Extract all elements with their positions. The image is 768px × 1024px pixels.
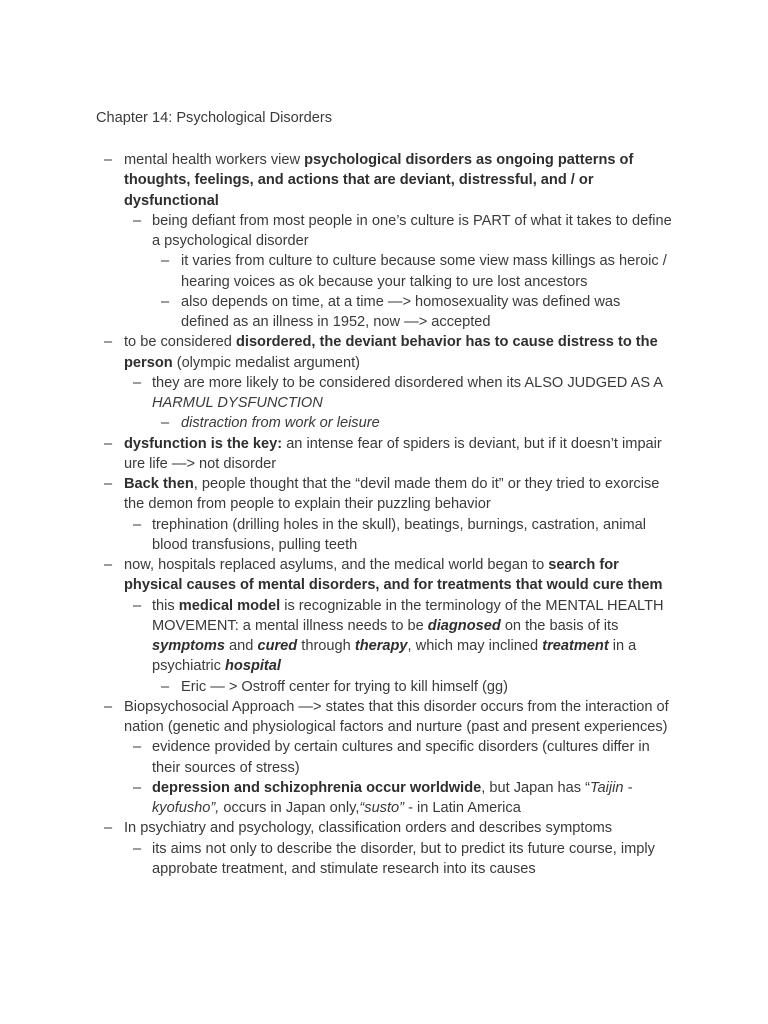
- note-item-level-1: [0, 332, 672, 373]
- note-text: , people thought that the “devil made them do it” or they tried to exorcise the demon from people to explain their puzzling behavior: [124, 476, 660, 513]
- note-item-level-2: [0, 373, 672, 414]
- note-text: hospital: [225, 658, 281, 675]
- note-item-level-1: [0, 818, 672, 838]
- note-text: , but Japan has “: [481, 779, 590, 796]
- note-item-level-2: [0, 211, 672, 252]
- bullet-dash: –: [104, 698, 113, 715]
- note-item-level-1: [0, 434, 672, 475]
- note-text: medical model: [178, 597, 281, 614]
- bullet-dash: –: [133, 374, 142, 391]
- note-text: is recognizable in the terminology of the MENTAL HEALTH MOVEMENT: a mental illness needs to be: [152, 597, 664, 634]
- bullet-dash: –: [161, 293, 170, 310]
- bullet-dash: –: [104, 435, 113, 452]
- note-text: through: [297, 638, 355, 654]
- note-text: - in Latin America: [404, 800, 521, 816]
- note-text: they are more likely to be considered disordered when its ALSO JUDGED AS A: [152, 374, 663, 391]
- bullet-dash: –: [133, 779, 142, 796]
- bullet-dash: –: [104, 152, 113, 168]
- note-text: on the basis of its: [500, 617, 619, 634]
- note-item-level-3: [0, 413, 672, 433]
- note-text: dysfunction is the key:: [124, 435, 283, 452]
- note-item-level-1: [0, 474, 672, 515]
- bullet-dash: –: [104, 476, 113, 492]
- note-item-level-3: [0, 677, 672, 697]
- bullet-dash: –: [133, 212, 142, 229]
- bullet-dash: –: [133, 516, 142, 533]
- note-text: also depends on time, at a time —> homosexuality was defined was defined as an illness in 1952, now —> accepted: [181, 293, 621, 330]
- note-text: now, hospitals replaced asylums, and the medical world began to: [124, 557, 549, 573]
- note-text: an intense fear of spiders is deviant, but if it doesn’t impair ure life —> not disorder: [124, 435, 662, 472]
- bullet-dash: –: [133, 597, 142, 614]
- note-text: Taijin - kyofusho”,: [152, 779, 633, 816]
- note-text: “susto”: [359, 800, 405, 816]
- bullet-dash: –: [161, 415, 170, 432]
- note-item-level-2: [0, 737, 672, 778]
- bullet-dash: –: [104, 557, 113, 573]
- note-text: evidence provided by certain cultures and specific disorders (cultures differ in their sources of stress): [152, 739, 650, 776]
- note-text: psychological disorders as ongoing patterns of thoughts, feelings, and actions that are deviant, distressful, and / or dysfunctional: [124, 152, 634, 209]
- bullet-dash: –: [133, 739, 142, 756]
- page-title: Chapter 14: Psychological Disorders: [96, 110, 333, 126]
- note-text: to be considered: [124, 334, 236, 351]
- note-text: symptoms: [152, 638, 225, 654]
- note-text: diagnosed: [427, 617, 501, 634]
- note-item-level-1: [0, 555, 672, 596]
- note-text: its aims not only to describe the disorder, but to predict its future course, imply approbate treatment, and stimulate research into its causes: [152, 840, 655, 877]
- note-text: HARMUL DYSFUNCTION: [152, 395, 323, 411]
- note-text: depression and schizophrenia occur worldwide: [152, 779, 482, 796]
- note-text: mental health workers view: [124, 152, 305, 168]
- note-text: In psychiatry and psychology, classification orders and describes symptoms: [124, 820, 613, 837]
- note-text: Eric — > Ostroff center for trying to kill himself (gg): [181, 678, 508, 695]
- note-text: Back then: [124, 476, 194, 492]
- note-text: treatment: [542, 638, 609, 654]
- note-item-level-1: [0, 150, 672, 211]
- note-item-level-2: [0, 778, 672, 819]
- note-text: in a psychiatric: [152, 638, 637, 675]
- note-item-level-3: [0, 292, 672, 333]
- note-text: (olympic medalist argument): [172, 354, 361, 371]
- note-item-level-2: [0, 515, 672, 556]
- bullet-dash: –: [104, 334, 113, 351]
- note-text: , which may inclined: [407, 638, 543, 654]
- note-item-level-1: [0, 697, 672, 738]
- note-text: disordered, the deviant behavior has to cause distress to the person: [124, 334, 658, 371]
- bullet-dash: –: [161, 678, 170, 695]
- note-text: this: [152, 597, 179, 614]
- note-text: search for physical causes of mental disorders, and for treatments that would cure them: [124, 557, 663, 594]
- bullet-dash: –: [133, 840, 142, 857]
- notes-list: [0, 150, 768, 879]
- note-item-level-2: [0, 596, 672, 677]
- note-text: it varies from culture to culture because some view mass killings as heroic / hearing voices as ok because your talking to ure lost ancestors: [181, 253, 667, 290]
- note-text: therapy: [354, 638, 408, 654]
- note-text: cured: [257, 638, 298, 654]
- note-text: Biopsychosocial Approach —> states that this disorder occurs from the interaction of nation (genetic and physiological factors and nurture (past and present experiences): [124, 698, 669, 735]
- note-item-level-2: [0, 839, 672, 880]
- note-text: occurs in Japan only,: [219, 800, 360, 816]
- note-text: distraction from work or leisure: [181, 415, 380, 432]
- note-text: trephination (drilling holes in the skull), beatings, burnings, castration, animal blood transfusions, pulling teeth: [152, 516, 647, 553]
- note-text: and: [225, 638, 258, 654]
- bullet-dash: –: [104, 820, 113, 837]
- note-item-level-3: [0, 251, 672, 292]
- note-text: being defiant from most people in one’s culture is PART of what it takes to define a psychological disorder: [152, 212, 672, 249]
- bullet-dash: –: [161, 253, 170, 270]
